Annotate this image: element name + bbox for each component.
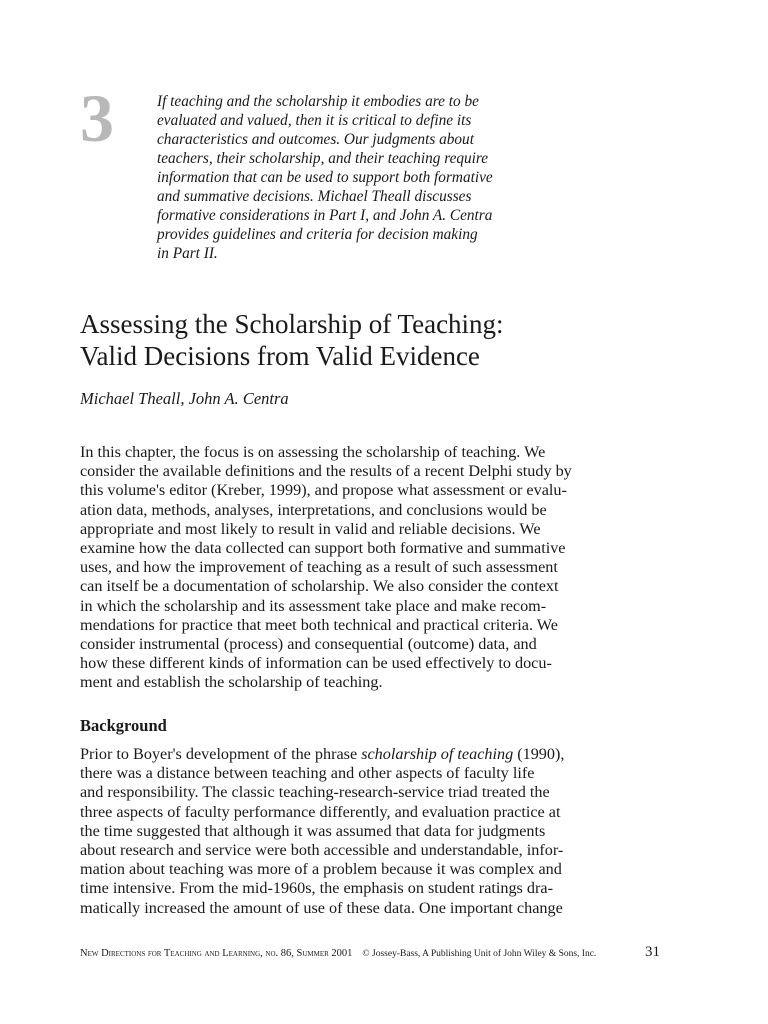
text-line: ment and establish the scholarship of teaching. [80, 673, 383, 692]
intro-line: formative considerations in Part I, and John A. Centra [157, 207, 493, 224]
text-line: ation data, methods, analyses, interpretations, and conclusions would be [80, 500, 547, 519]
text-line: mation about teaching was more of a problem because it was complex and [80, 860, 562, 879]
paragraph-intro [80, 443, 657, 693]
chapter-intro [157, 92, 577, 263]
text-span: Prior to Boyer's development of the phrase [80, 745, 362, 763]
intro-line: information that can be used to support both formative [157, 169, 493, 186]
text-line: time intensive. From the mid-1960s, the emphasis on student ratings dra- [80, 879, 553, 898]
text-span: (1990), [513, 745, 565, 763]
text-line: and responsibility. The classic teaching-research-service triad treated the [80, 783, 550, 802]
intro-line: in Part II. [157, 245, 218, 262]
page-number: 31 [645, 944, 660, 960]
paragraph-background [80, 745, 657, 918]
intro-line: teachers, their scholarship, and their teaching require [157, 150, 489, 167]
text-line: how these different kinds of information can be used effectively to docu- [80, 654, 552, 673]
chapter-title [80, 308, 700, 372]
text-line: mendations for practice that meet both technical and practical criteria. We [80, 615, 558, 634]
intro-line: characteristics and outcomes. Our judgments about [157, 131, 474, 148]
section-heading: Background [80, 716, 167, 735]
chapter-number: 3 [80, 80, 114, 156]
text-line: uses, and how the improvement of teaching as a result of such assessment [80, 558, 558, 577]
text-line: consider instrumental (process) and consequential (outcome) data, and [80, 635, 537, 654]
title-line: Valid Decisions from Valid Evidence [80, 341, 480, 371]
text-line: in which the scholarship and its assessment take place and make recom- [80, 596, 547, 615]
page-footer [80, 944, 660, 961]
text-line: there was a distance between teaching and other aspects of faculty life [80, 764, 535, 783]
text-line: about research and service were both accessible and understandable, infor- [80, 841, 564, 860]
text-line: can itself be a documentation of scholarship. We also consider the context [80, 577, 559, 596]
emphasis-term: scholarship of teaching [361, 745, 514, 763]
intro-line: evaluated and valued, then it is critical to define its [157, 112, 472, 129]
text-line: matically increased the amount of use of these data. One important change [80, 898, 563, 917]
copyright-notice: © Jossey-Bass, A Publishing Unit of John Wiley & Sons, Inc. [362, 949, 597, 959]
title-line: Assessing the Scholarship of Teaching: [80, 309, 504, 339]
intro-line: and summative decisions. Michael Theall discusses [157, 188, 472, 205]
text-line: consider the available definitions and the results of a recent Delphi study by [80, 462, 572, 481]
intro-line: If teaching and the scholarship it embodies are to be [157, 93, 479, 110]
journal-citation: New Directions for Teaching and Learning, no. 86, Summer 2001 [80, 948, 353, 959]
text-line: the time suggested that although it was assumed that data for judgments [80, 821, 546, 840]
text-line: appropriate and most likely to result in valid and reliable decisions. We [80, 519, 541, 538]
intro-line: provides guidelines and criteria for decision making [157, 226, 478, 243]
text-line: In this chapter, the focus is on assessing the scholarship of teaching. We [80, 443, 546, 461]
text-line: this volume's editor (Kreber, 1999), and propose what assessment or evalu- [80, 481, 567, 500]
text-line: examine how the data collected can support both formative and summative [80, 539, 566, 558]
text-line [80, 745, 657, 764]
text-line: three aspects of faculty performance differently, and evaluation practice at [80, 802, 561, 821]
authors: Michael Theall, John A. Centra [80, 389, 289, 408]
